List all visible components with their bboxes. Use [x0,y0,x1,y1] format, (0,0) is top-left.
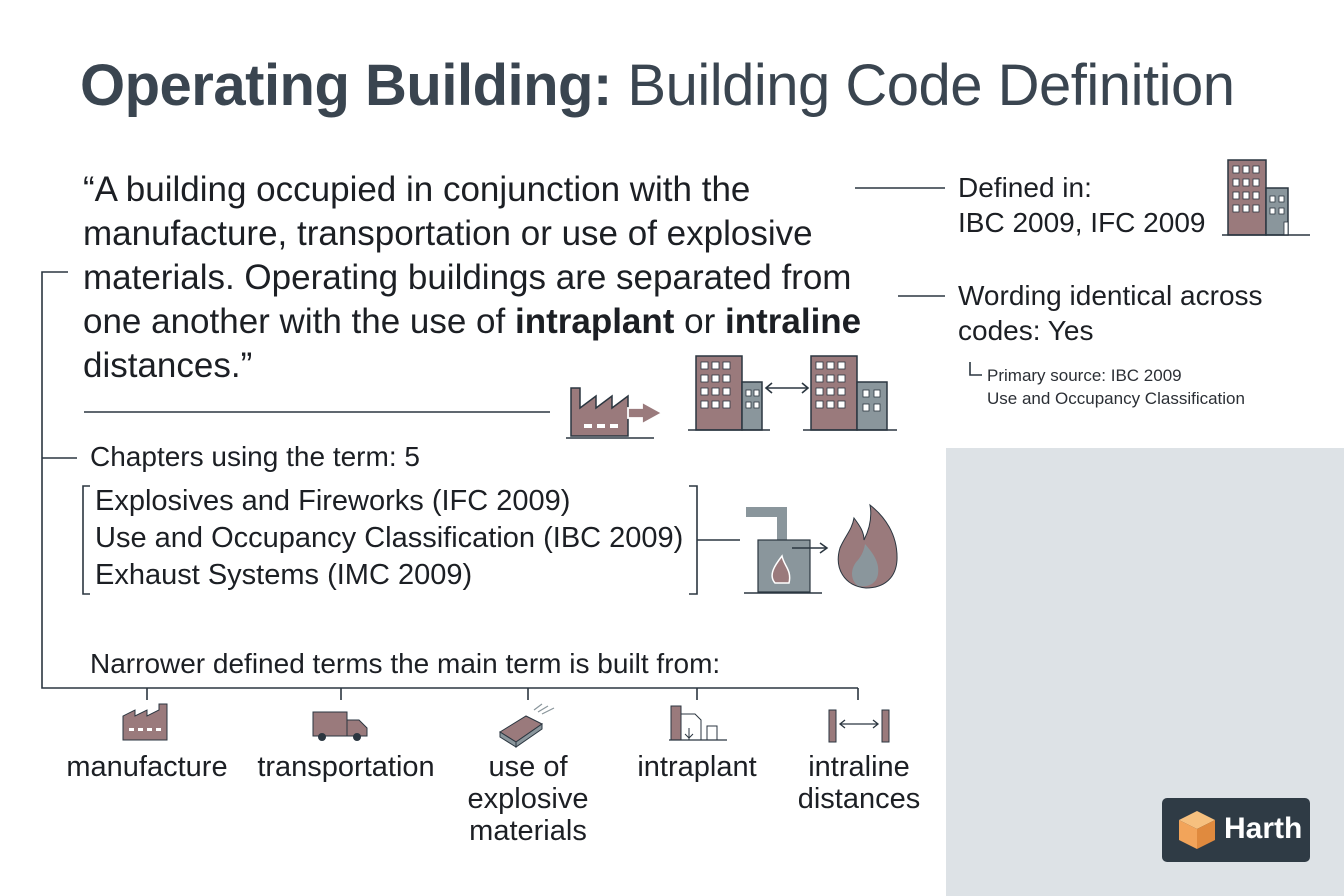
intraline-icon [829,710,889,742]
primary-source-connector [970,362,982,375]
brand-logo [1162,798,1310,862]
quote-intraline: intraline [725,302,862,341]
exhaust-icon [744,512,827,593]
logo-cube-icon [1174,808,1220,852]
chapter-item: Explosives and Fireworks (IFC 2009) [95,485,571,517]
primary-source: Primary source: IBC 2009 Use and Occupancy Classification [987,366,1245,408]
logo-text: Harth [1224,812,1303,845]
chapter-item: Use and Occupancy Classification (IBC 2009) [95,522,684,554]
chapters-left-bracket [83,486,90,594]
factory-icon [123,704,167,740]
term-intraplant: intraplant [637,751,757,783]
flame-icon [838,505,897,588]
page-title: Operating Building: Building Code Definition [80,53,1235,118]
explosive-block-icon [500,704,554,747]
truck-icon [313,712,367,741]
term-use-of-explosive-materials: use of explosive materials [467,751,589,847]
intraplant-icon [669,706,727,740]
wording-identical: Wording identical across codes: Yes [958,280,1263,346]
factory-icon [566,388,662,438]
chapters-heading: Chapters using the term: 5 [90,441,420,472]
chapter-item: Exhaust Systems (IMC 2009) [95,559,473,591]
double-arrow-icon [766,383,808,393]
definition-quote: “A building occupied in conjunction with the manufacture, transportation or use of explosive materials. Operating buildings are separated from one another with the use of intraplant or intraline distances.” [83,170,862,385]
chapters-right-bracket [689,486,697,594]
term-transportation: transportation [257,751,435,783]
building-icon [688,356,770,430]
building-icon [1222,160,1310,235]
defined-in-value: IBC 2009, IFC 2009 [958,207,1206,238]
quote-intraplant: intraplant [514,302,675,341]
term-manufacture: manufacture [66,751,228,783]
defined-in-label: Defined in: [958,172,1092,203]
building-icon [803,356,897,430]
connector-lines [42,188,982,700]
term-intraline-distances: intraline distances [797,751,921,815]
main-bracket-line [42,272,858,688]
narrower-heading: Narrower defined terms the main term is built from: [90,648,721,679]
